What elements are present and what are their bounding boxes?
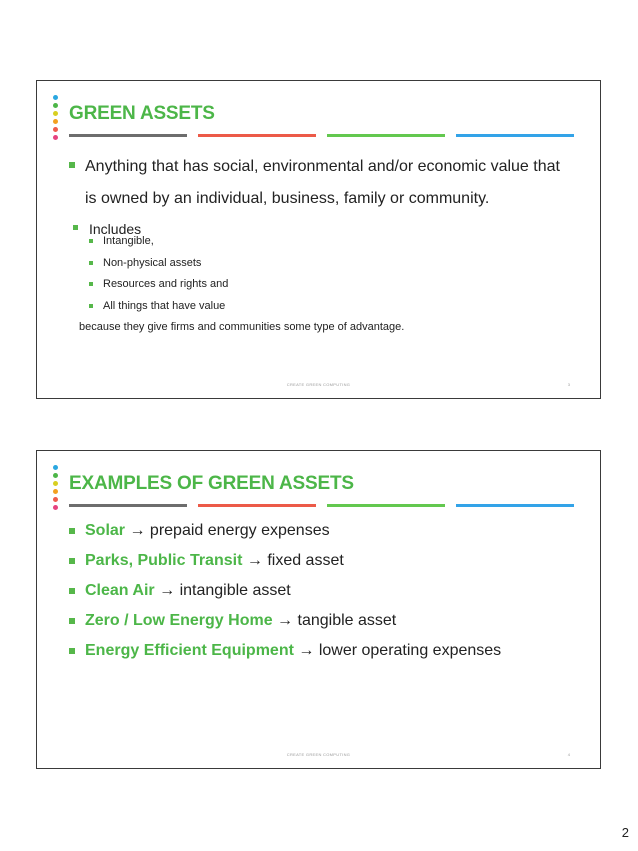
example-description: fixed asset [267,552,344,569]
dot-icon [53,103,58,108]
slide-examples-of-green-assets [36,450,601,769]
dot-icon [53,135,58,140]
list-item [69,576,501,606]
dot-icon [53,481,58,486]
example-term: Parks, Public Transit [85,552,243,569]
underline-bar-red [198,504,316,507]
example-description: tangible asset [297,612,397,629]
arrow-icon: → [159,582,176,599]
list-item [69,636,501,666]
slide-green-assets [36,80,601,399]
square-bullet-icon [69,528,75,534]
underline-bar-green [327,134,445,137]
arrow-icon: → [298,642,315,659]
bullet-text: Includes [89,221,142,237]
sub-bullet-list [89,231,228,317]
bullet-text: Anything that has social, environmental and/or economic value that [85,158,560,175]
dot-icon [53,119,58,124]
underline-bar-red [198,134,316,137]
list-item [89,231,228,253]
underline-bar-gray [69,504,187,507]
list-item [69,151,560,183]
list-item [89,253,228,275]
square-bullet-icon [73,225,78,230]
continuation-text: because they give firms and communities some type of advantage. [79,321,405,333]
bullet-text: is owned by an individual, business, family or community. [85,190,490,207]
decorative-dots [53,95,59,143]
sub-bullet-text: All things that have value [103,299,226,312]
square-bullet-icon [69,618,75,624]
square-bullet-icon [89,304,93,308]
examples-list [69,516,501,666]
list-item [69,516,501,546]
example-term: Clean Air [85,582,155,599]
example-description: lower operating expenses [318,642,502,659]
list-item [69,606,501,636]
slide-title: GREEN ASSETS [69,103,215,124]
example-description: intangible asset [179,582,291,599]
underline-bar-blue [456,134,574,137]
dot-icon [53,489,58,494]
square-bullet-icon [89,282,93,286]
bullet-list [69,151,560,243]
underline-bar-green [327,504,445,507]
page-number: 2 [621,825,629,840]
sub-bullet-text: Intangible, [103,235,154,247]
dot-icon [53,465,58,470]
square-bullet-icon [89,261,93,265]
example-description: prepaid energy expenses [149,522,330,539]
decorative-dots [53,465,59,513]
square-bullet-icon [89,239,93,243]
slide-number: 3 [567,382,570,387]
slide-footer: CREATE GREEN COMPUTING [286,752,351,757]
underline-bar-blue [456,504,574,507]
list-item [89,296,228,318]
list-item-continued [69,183,560,215]
square-bullet-icon [69,588,75,594]
sub-bullet-text: Non-physical assets [103,256,202,269]
arrow-icon: → [277,612,294,629]
arrow-icon: → [246,552,263,569]
dot-icon [53,505,58,510]
example-term: Energy Efficient Equipment [85,642,294,659]
square-bullet-icon [69,558,75,564]
dot-icon [53,497,58,502]
slide-title: EXAMPLES OF GREEN ASSETS [69,473,354,494]
slide-footer: CREATE GREEN COMPUTING [286,382,351,387]
example-term: Zero / Low Energy Home [85,612,273,629]
slide-number: 4 [567,752,570,757]
list-item [89,274,228,296]
arrow-icon: → [129,522,146,539]
example-term: Solar [85,522,126,539]
list-item [69,546,501,576]
underline-bar-gray [69,134,187,137]
square-bullet-icon [69,648,75,654]
square-bullet-icon [69,162,75,168]
dot-icon [53,127,58,132]
sub-bullet-text: Resources and rights and [103,278,229,290]
dot-icon [53,111,58,116]
dot-icon [53,95,58,100]
dot-icon [53,473,58,478]
